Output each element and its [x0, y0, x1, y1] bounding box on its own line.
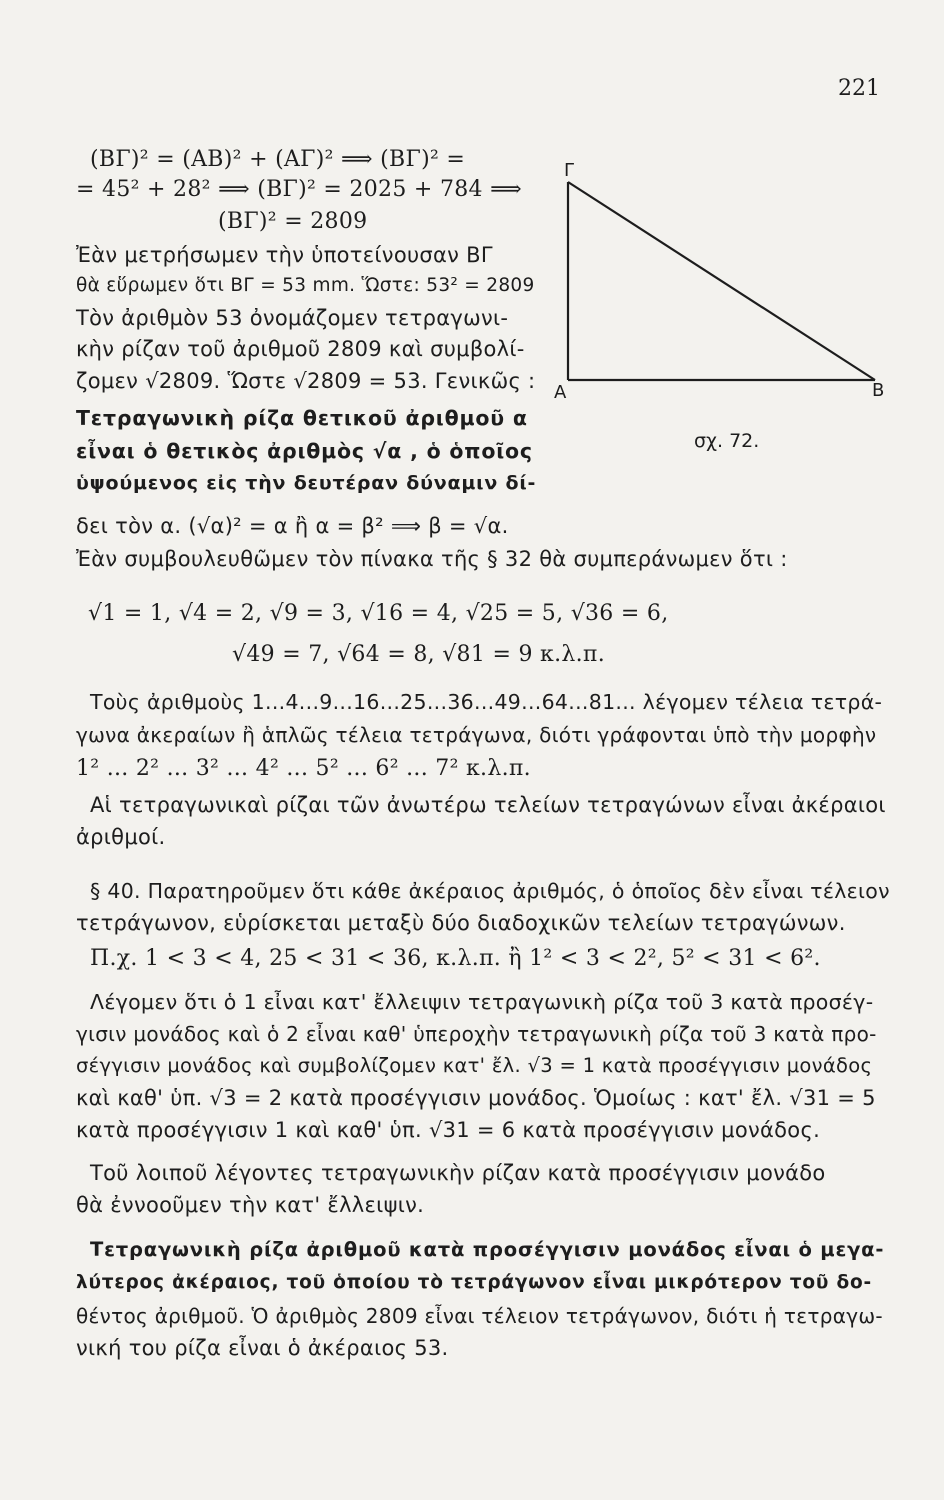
- equation-line-2: = 45² + 28² ⟹ (ΒΓ)² = 2025 + 784 ⟹: [76, 177, 522, 202]
- equation-line-3: (ΒΓ)² = 2809: [218, 209, 368, 234]
- definition-formula-line: δει τὸν α. (√α)² = α ἢ α = β² ⟹ β = √α.: [76, 514, 509, 538]
- text-line: Τοῦ λοιποῦ λέγοντες τετραγωνικὴν ρίζαν κατὰ προσέγγισιν μονάδο: [90, 1161, 826, 1185]
- text-line: κὴν ρίζαν τοῦ ἀριθμοῦ 2809 καὶ συμβολί-: [76, 337, 525, 361]
- text-line: θὰ εὕρωμεν ὅτι ΒΓ = 53 mm. Ὥστε: 53² = 2809: [76, 275, 535, 296]
- text-line: γισιν μονάδος καὶ ὁ 2 εἶναι καθ' ὑπεροχὴν τετραγωνικὴ ρίζα τοῦ 3 κατὰ προ-: [76, 1022, 877, 1046]
- text-line: θέντος ἀριθμοῦ. Ὁ ἀριθμὸς 2809 εἶναι τέλειον τετράγωνον, διότι ἡ τετραγω-: [76, 1304, 883, 1328]
- text-line: κατὰ προσέγγισιν 1 καὶ καθ' ὑπ. √31 = 6 κατὰ προσέγγισιν μονάδος.: [76, 1118, 821, 1142]
- text-line: ἀριθμοί.: [76, 825, 166, 849]
- vertex-label-beta: Β: [872, 380, 885, 401]
- text-line: Αἱ τετραγωνικαὶ ρίζαι τῶν ἀνωτέρω τελείων τετραγώνων εἶναι ἀκέραιοι: [90, 793, 886, 817]
- definition-line: Τετραγωνικὴ ρίζα θετικοῦ ἀριθμοῦ α: [76, 406, 528, 430]
- section-40-line: § 40. Παρατηροῦμεν ὅτι κάθε ἀκέραιος ἀριθμός, ὁ ὁποῖος δὲν εἶναι τέλειον: [90, 879, 890, 903]
- text-line: καὶ καθ' ὑπ. √3 = 2 κατὰ προσέγγισιν μονάδος. Ὁμοίως : κατ' ἔλ. √31 = 5: [76, 1086, 876, 1110]
- roots-list-line-2: √49 = 7, √64 = 8, √81 = 9 κ.λ.π.: [232, 642, 605, 667]
- side-bg: [568, 182, 875, 380]
- vertex-label-gamma: Γ: [564, 160, 575, 181]
- definition-line: εἶναι ὁ θετικὸς ἀριθμὸς √α , ὁ ὁποῖος: [76, 439, 533, 463]
- text-line: θὰ ἐννοοῦμεν τὴν κατ' ἔλλειψιν.: [76, 1193, 425, 1217]
- text-line: Τοὺς ἀριθμοὺς 1...4...9...16...25...36...49...64...81... λέγομεν τέλεια τετρά-: [90, 690, 883, 714]
- figure-caption: σχ. 72.: [694, 430, 760, 452]
- definition-line: λύτερος ἀκέραιος, τοῦ ὁποίου τὸ τετράγωνον εἶναι μικρότερον τοῦ δο-: [76, 1272, 872, 1293]
- page-number: 221: [838, 76, 880, 101]
- text-line: σέγγισιν μονάδος καὶ συμβολίζομεν κατ' ἔλ. √3 = 1 κατὰ προσέγγισιν μονάδος: [76, 1054, 873, 1077]
- text-line: Ἐὰν συμβουλευθῶμεν τὸν πίνακα τῆς § 32 θὰ συμπεράνωμεν ὅτι :: [76, 547, 788, 571]
- definition-line: ὑψούμενος εἰς τὴν δευτέραν δύναμιν δί-: [76, 472, 537, 494]
- text-line: Ἐὰν μετρήσωμεν τὴν ὑποτείνουσαν ΒΓ: [76, 243, 493, 267]
- vertex-label-alpha: Α: [554, 382, 567, 403]
- squares-line: 1² ... 2² ... 3² ... 4² ... 5² ... 6² ... 7² κ.λ.π.: [76, 756, 531, 781]
- text-line: ζομεν √2809. Ὥστε √2809 = 53. Γενικῶς :: [76, 369, 536, 393]
- text-line: τετράγωνον, εὑρίσκεται μεταξὺ δύο διαδοχικῶν τελείων τετραγώνων.: [76, 911, 846, 935]
- equation-line-1: (ΒΓ)² = (ΑΒ)² + (ΑΓ)² ⟹ (ΒΓ)² =: [90, 147, 466, 172]
- figure-72: [540, 160, 920, 460]
- text-line: Λέγομεν ὅτι ὁ 1 εἶναι κατ' ἔλλειψιν τετραγωνικὴ ρίζα τοῦ 3 κατὰ προσέγ-: [90, 990, 874, 1014]
- text-line: γωνα ἀκεραίων ἢ ἁπλῶς τέλεια τετράγωνα, διότι γράφονται ὑπὸ τὴν μορφὴν: [76, 723, 877, 747]
- example-inequality-line: Π.χ. 1 < 3 < 4, 25 < 31 < 36, κ.λ.π. ἢ 1² < 3 < 2², 5² < 31 < 6².: [90, 946, 821, 971]
- roots-list-line-1: √1 = 1, √4 = 2, √9 = 3, √16 = 4, √25 = 5, √36 = 6,: [88, 601, 669, 626]
- triangle-diagram: [540, 160, 920, 460]
- text-line: νική του ρίζα εἶναι ὁ ἀκέραιος 53.: [76, 1336, 449, 1360]
- text-line: Τὸν ἀριθμὸν 53 ὀνομάζομεν τετραγωνι-: [76, 306, 509, 330]
- definition-line: Τετραγωνικὴ ρίζα ἀριθμοῦ κατὰ προσέγγισιν μονάδος εἶναι ὁ μεγα-: [90, 1238, 885, 1261]
